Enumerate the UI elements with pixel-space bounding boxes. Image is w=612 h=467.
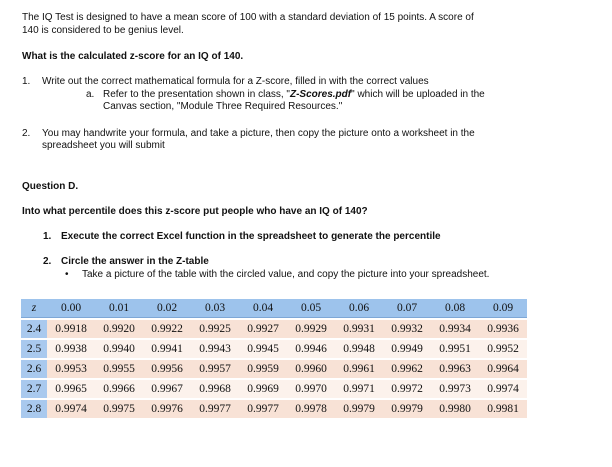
z-table-cell: 0.9959 [239,360,287,378]
item-1a-letter: a. [86,89,95,100]
step-1-number: 1. [43,231,52,242]
z-table-col-header: 0.05 [287,299,335,318]
z-table-cell: 0.9955 [95,360,143,378]
item-1-number: 1. [22,76,31,87]
z-table-cell: 0.9976 [143,400,191,418]
z-table-cell: 0.9965 [47,380,95,398]
z-table-cell: 0.9943 [191,340,239,358]
z-table-corner: z [21,299,47,318]
z-table-cell: 0.9980 [431,400,479,418]
z-table-cell: 0.9975 [95,400,143,418]
step-2-text: Circle the answer in the Z-table [61,256,209,267]
question-d-text: Into what percentile does this z-score put people who have an IQ of 140? [22,206,368,217]
z-table-cell: 0.9977 [239,400,287,418]
item-1a-before: Refer to the presentation shown in class, " [103,89,290,100]
z-table-cell: 0.9925 [191,320,239,338]
z-table-cell: 0.9973 [431,380,479,398]
z-table-cell: 0.9974 [479,380,527,398]
bullet-icon: • [65,269,69,280]
z-table-col-header: 0.09 [479,299,527,318]
step-2-number: 2. [43,256,52,267]
z-table-cell: 0.9941 [143,340,191,358]
item-1-text: Write out the correct mathematical formula for a Z-score, filled in with the correct values [42,76,429,87]
z-table-col-header: 0.00 [47,299,95,318]
z-table-cell: 0.9938 [47,340,95,358]
z-table-cell: 0.9969 [239,380,287,398]
z-table-cell: 0.9945 [239,340,287,358]
item-1a-after: " which will be uploaded in the [351,89,485,100]
z-table-col-header: 0.02 [143,299,191,318]
z-table-cell: 0.9929 [287,320,335,338]
z-table-col-header: 0.06 [335,299,383,318]
item-1a-text [103,89,485,102]
step-1-text: Execute the correct Excel function in the spreadsheet to generate the percentile [61,231,441,242]
z-table-cell: 0.9946 [287,340,335,358]
z-table-cell: 0.9962 [383,360,431,378]
z-table-cell: 0.9964 [479,360,527,378]
z-table-cell: 0.9961 [335,360,383,378]
z-table-cell: 0.9979 [335,400,383,418]
z-table [21,297,527,420]
z-table-cell: 0.9931 [335,320,383,338]
z-table-cell: 0.9940 [95,340,143,358]
zscores-pdf-filename: Z-Scores.pdf [289,89,352,100]
z-table-cell: 0.9951 [431,340,479,358]
z-table-cell: 0.9927 [239,320,287,338]
item-2-line-2: spreadsheet you will submit [42,140,165,151]
z-table-cell: 0.9934 [431,320,479,338]
z-table-cell: 0.9960 [287,360,335,378]
intro-line-1: The IQ Test is designed to have a mean score of 100 with a standard deviation of 15 points. A score of [22,12,474,23]
z-table-cell: 0.9957 [191,360,239,378]
question-d-heading: Question D. [22,181,79,192]
z-table-cell: 0.9920 [95,320,143,338]
z-table-cell: 0.9932 [383,320,431,338]
z-table-cell: 0.9972 [383,380,431,398]
z-table-cell: 0.9956 [143,360,191,378]
z-table-cell: 0.9967 [143,380,191,398]
z-table-cell: 0.9968 [191,380,239,398]
z-table-col-header: 0.07 [383,299,431,318]
z-table-cell: 0.9971 [335,380,383,398]
z-table-header-row [21,299,527,318]
item-2-number: 2. [22,128,31,139]
z-table-row [21,340,527,358]
z-table-cell: 0.9979 [383,400,431,418]
z-table-cell: 0.9963 [431,360,479,378]
item-1a-line-2: Canvas section, "Module Three Required Resources." [103,101,343,112]
z-table-row-header: 2.5 [21,340,47,358]
z-table-row [21,380,527,398]
z-table-row-header: 2.7 [21,380,47,398]
z-table-cell: 0.9953 [47,360,95,378]
z-table-col-header: 0.08 [431,299,479,318]
z-table-row [21,400,527,418]
question-c-heading: What is the calculated z-score for an IQ of 140. [22,51,244,62]
z-table-col-header: 0.04 [239,299,287,318]
item-2-line-1: You may handwrite your formula, and take a picture, then copy the picture onto a worksheet in the [42,128,475,139]
z-table-cell: 0.9949 [383,340,431,358]
z-table-row [21,360,527,378]
z-table-cell: 0.9952 [479,340,527,358]
z-table-row [21,320,527,338]
z-table-cell: 0.9936 [479,320,527,338]
z-table-cell: 0.9974 [47,400,95,418]
z-table-row-header: 2.8 [21,400,47,418]
z-table-cell: 0.9966 [95,380,143,398]
z-table-col-header: 0.01 [95,299,143,318]
z-table-row-header: 2.6 [21,360,47,378]
z-table-cell: 0.9918 [47,320,95,338]
step-2-bullet-text: Take a picture of the table with the circled value, and copy the picture into your spreadsheet. [82,269,490,280]
z-table-col-header: 0.03 [191,299,239,318]
intro-line-2: 140 is considered to be genius level. [22,25,184,36]
z-table-row-header: 2.4 [21,320,47,338]
z-table-cell: 0.9977 [191,400,239,418]
z-table-cell: 0.9970 [287,380,335,398]
z-table-cell: 0.9981 [479,400,527,418]
z-table-cell: 0.9922 [143,320,191,338]
z-table-cell: 0.9978 [287,400,335,418]
z-table-cell: 0.9948 [335,340,383,358]
